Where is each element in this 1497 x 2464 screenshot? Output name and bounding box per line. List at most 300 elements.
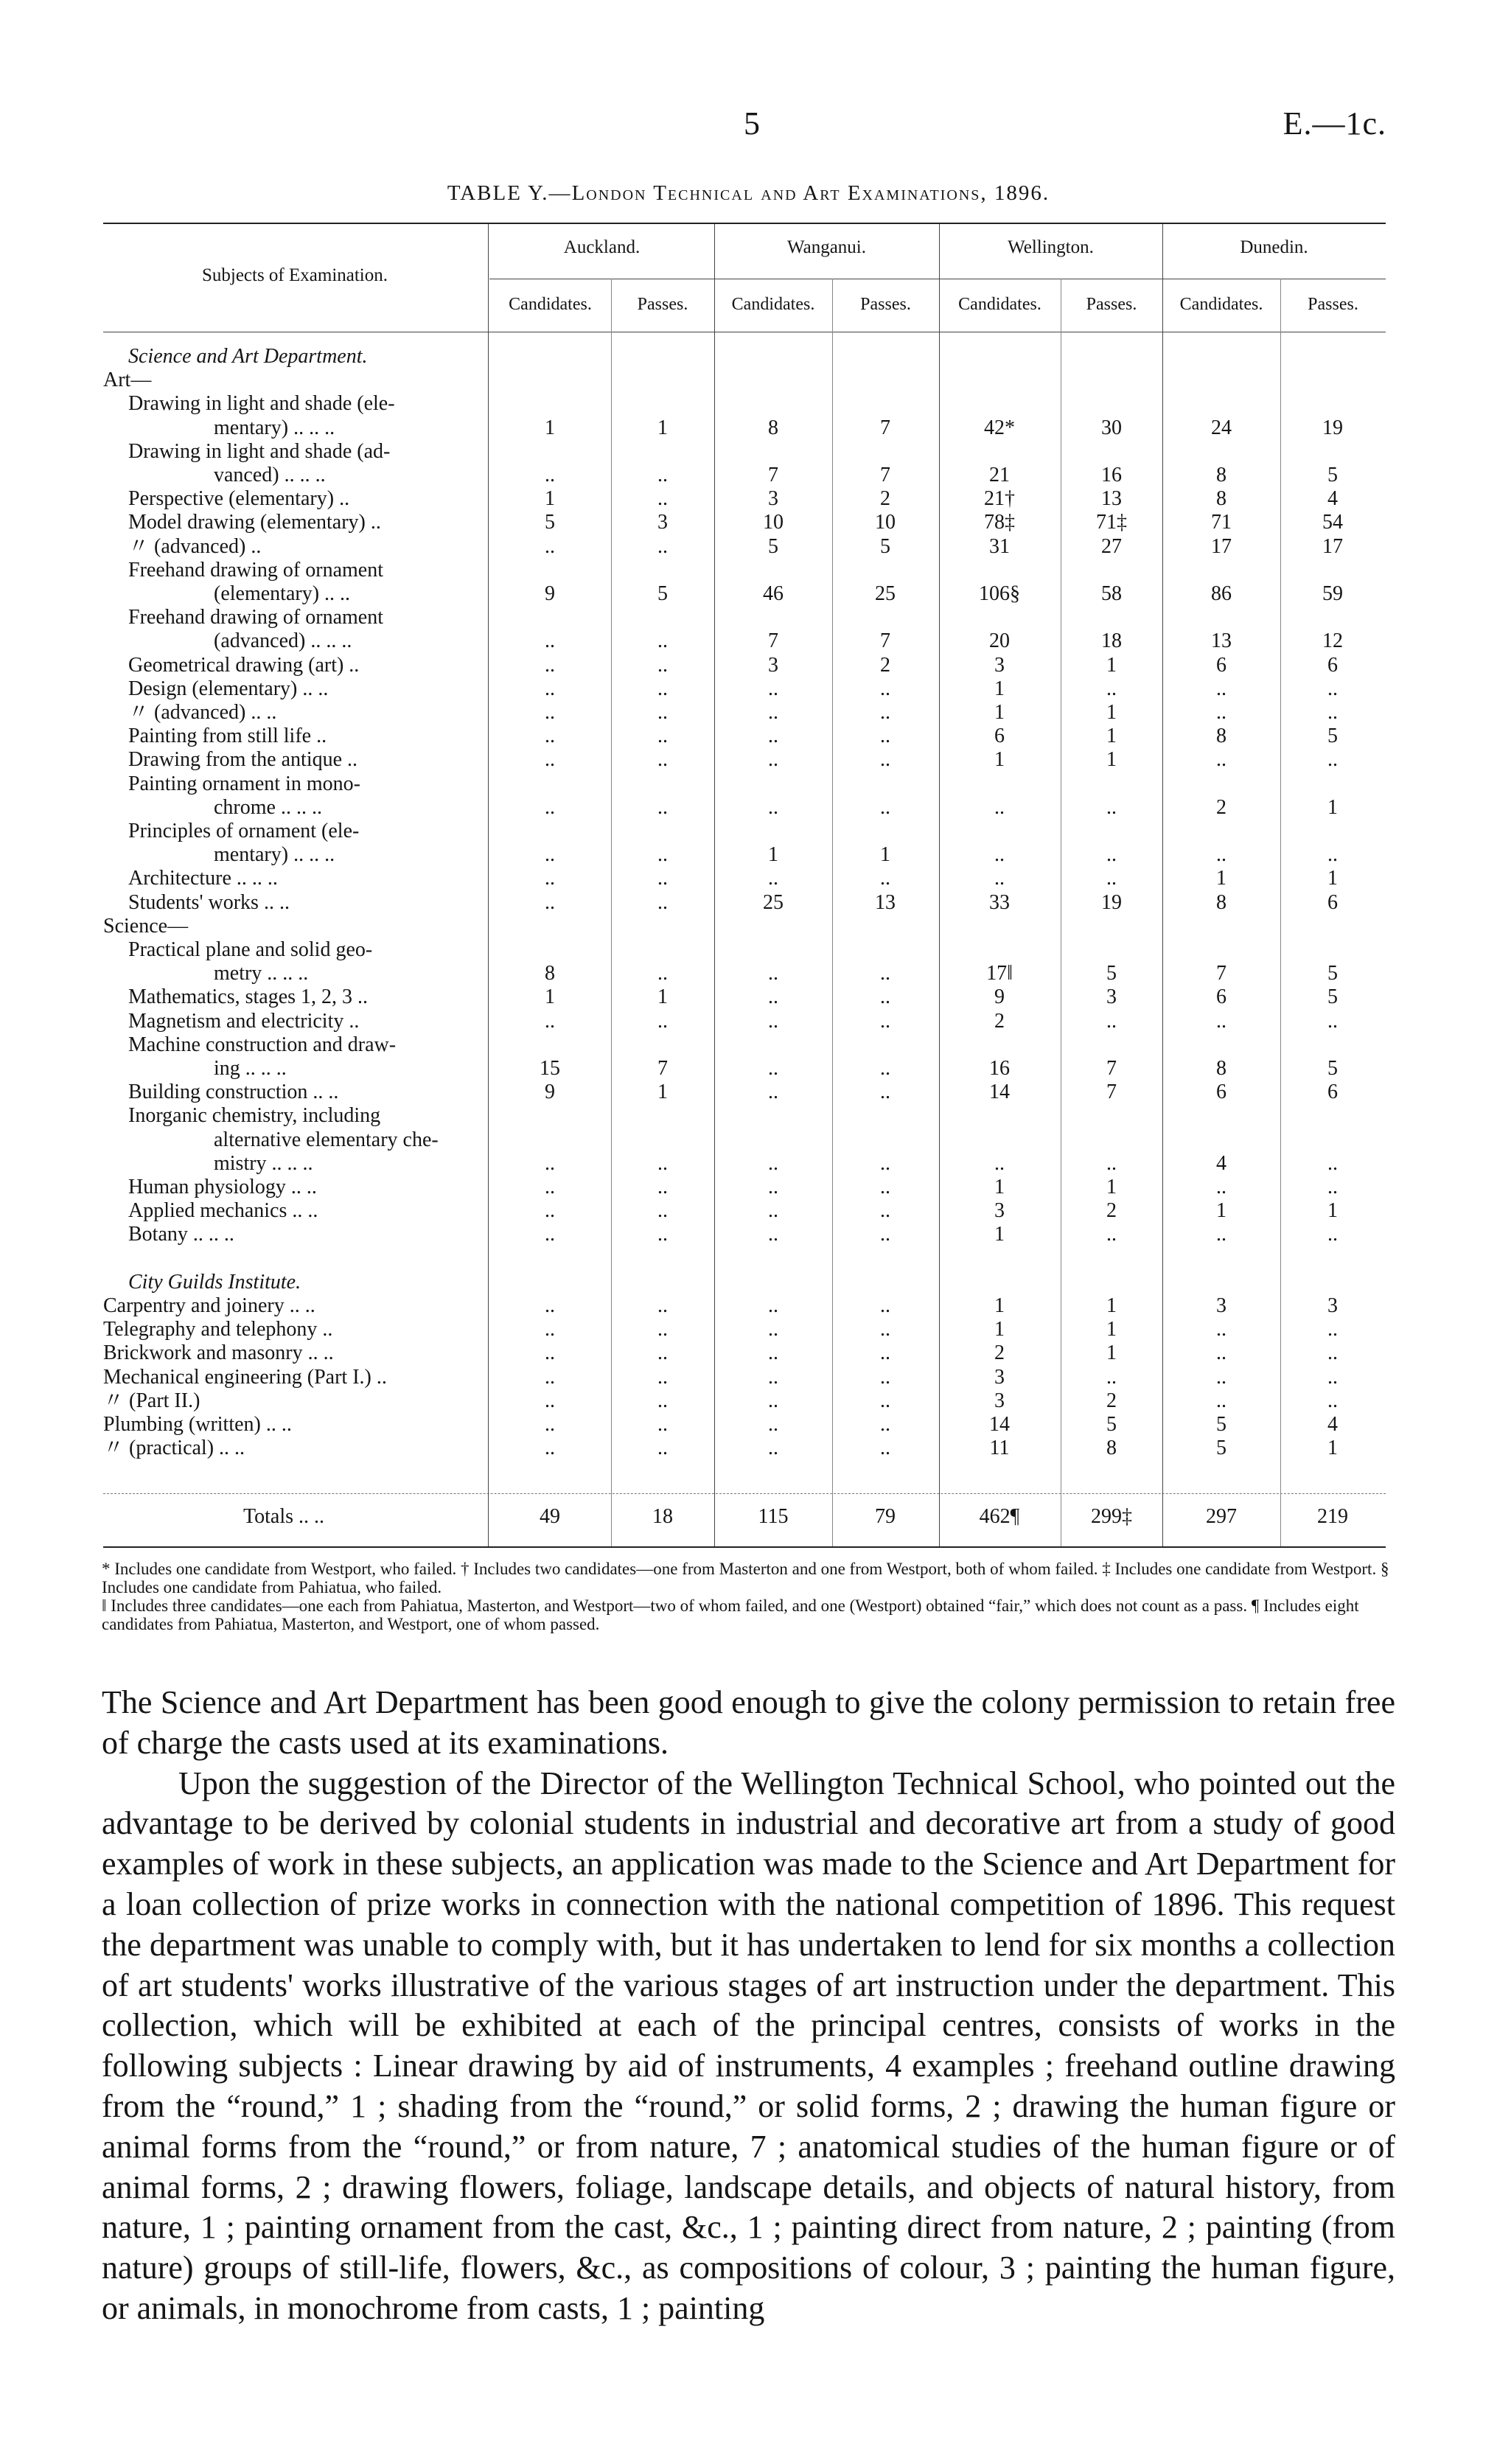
subject-label: Art— — [103, 369, 152, 392]
candidates-cell: .. — [545, 1009, 555, 1033]
candidates-cell: 9 — [545, 582, 555, 605]
passes-cell: 5 — [880, 534, 890, 558]
passes-cell: .. — [1327, 1009, 1338, 1033]
candidates-cell: .. — [545, 748, 555, 772]
candidates-cell: .. — [994, 843, 1005, 867]
candidates-cell: 11 — [989, 1437, 1010, 1460]
candidates-cell: 7 — [768, 629, 778, 653]
table-row — [103, 1010, 1386, 1033]
candidates-cell: .. — [768, 1081, 778, 1104]
passes-cell: 1 — [1327, 1437, 1338, 1460]
passes-cell: 2 — [1106, 1199, 1117, 1223]
passes-cell: .. — [880, 795, 890, 819]
subject-label: Inorganic chemistry, including — [128, 1104, 381, 1128]
subject-label: Building construction .. .. — [128, 1081, 339, 1104]
passes-cell: .. — [1106, 1365, 1117, 1389]
candidates-cell: 14 — [989, 1081, 1010, 1104]
candidates-cell: .. — [768, 748, 778, 772]
region-header-wellington: Wellington. — [1008, 237, 1094, 257]
passes-cell: .. — [1106, 867, 1117, 890]
candidates-cell: 3 — [768, 653, 778, 677]
candidates-cell: .. — [768, 867, 778, 890]
region-header-wanganui: Wanganui. — [787, 237, 866, 257]
passes-cell: .. — [1327, 1365, 1338, 1389]
passes-cell: .. — [1327, 1176, 1338, 1198]
footnote: * Includes one candidate from Westport, who failed. † Includes two candidates—one from Masterton and one from Westport, both of whom failed. ‡ Includes one candidate from Westport. § Includes one candidate from Pahiatua, who failed. — [102, 1560, 1389, 1596]
candidates-cell: .. — [545, 867, 555, 890]
table-row — [103, 1033, 1386, 1057]
candidates-cell: 3 — [994, 1199, 1005, 1223]
candidates-cell: 24 — [1211, 416, 1232, 439]
subject-label: Principles of ornament (ele- — [128, 820, 360, 842]
passes-cell: 5 — [1106, 962, 1117, 985]
passes-cell: 2 — [880, 487, 890, 511]
passes-cell: 79 — [875, 1505, 896, 1528]
passes-cell: .. — [657, 1341, 668, 1365]
table-row — [103, 1104, 1386, 1128]
passes-cell: 7 — [657, 1057, 668, 1080]
passes-cell: .. — [1106, 795, 1117, 819]
subject-label: Mathematics, stages 1, 2, 3 .. — [128, 985, 369, 1009]
candidates-cell: 1 — [545, 416, 555, 439]
passes-cell: 1 — [1106, 1318, 1117, 1341]
candidates-cell: 106§ — [979, 582, 1020, 605]
passes-cell: .. — [657, 1318, 668, 1341]
candidates-cell: .. — [768, 1151, 778, 1175]
passes-cell: 2 — [1106, 1389, 1117, 1412]
subject-label: 〃 (practical) .. .. — [103, 1437, 245, 1460]
passes-cell: 1 — [1106, 1341, 1117, 1365]
passes-cell: .. — [657, 1437, 668, 1460]
region-header-dunedin: Dunedin. — [1240, 237, 1308, 257]
candidates-cell: 78‡ — [984, 511, 1015, 534]
subject-label: ing .. .. .. — [214, 1057, 287, 1080]
passes-cell: 8 — [1106, 1437, 1117, 1460]
candidates-cell: 42* — [984, 416, 1015, 439]
subject-label: mentary) .. .. .. — [214, 416, 335, 439]
passes-cell: .. — [880, 1437, 890, 1460]
candidates-cell: .. — [768, 795, 778, 819]
passes-cell: 299‡ — [1091, 1505, 1132, 1528]
candidates-cell: .. — [768, 1223, 778, 1246]
candidates-cell: 8 — [1216, 464, 1226, 486]
table-row — [103, 1223, 1386, 1246]
candidates-cell: 14 — [989, 1413, 1010, 1436]
table-row — [103, 1294, 1386, 1318]
subject-label: 〃 (Part II.) — [103, 1389, 200, 1412]
candidates-cell: .. — [545, 1437, 555, 1460]
subject-label: Model drawing (elementary) .. — [128, 511, 381, 534]
passes-cell: 58 — [1101, 582, 1122, 605]
passes-cell: 1 — [1106, 1294, 1117, 1317]
passes-cell: .. — [657, 1199, 668, 1223]
candidates-cell: .. — [768, 701, 778, 724]
candidates-cell: .. — [545, 1318, 555, 1341]
table-row — [103, 796, 1386, 820]
passes-cell: 1 — [657, 1081, 668, 1104]
candidates-cell: .. — [1216, 748, 1226, 772]
passes-cell: .. — [880, 701, 890, 724]
passes-cell: .. — [1327, 677, 1338, 700]
table-row — [103, 1199, 1386, 1223]
candidates-cell: 6 — [1216, 1081, 1226, 1104]
subject-label: Mechanical engineering (Part I.) .. — [103, 1365, 387, 1389]
candidates-cell: 1 — [768, 843, 778, 867]
table-row — [103, 1247, 1386, 1271]
table-footnotes — [102, 1560, 1395, 1633]
passes-cell: 25 — [875, 582, 896, 605]
subheader-candidates: Candidates. — [1179, 295, 1263, 314]
subjects-header: Subjects of Examination. — [201, 265, 388, 285]
passes-cell: 1 — [1106, 653, 1117, 677]
subject-label: Carpentry and joinery .. .. — [103, 1294, 315, 1317]
candidates-cell: 3 — [994, 1389, 1005, 1412]
passes-cell: 6 — [1327, 1081, 1338, 1104]
passes-cell: .. — [1106, 1009, 1117, 1033]
candidates-cell: .. — [545, 1341, 555, 1365]
totals-rule — [103, 1493, 1386, 1494]
passes-cell: .. — [1327, 748, 1338, 772]
subheader-passes: Passes. — [860, 295, 911, 314]
candidates-cell: 2 — [1216, 795, 1226, 819]
candidates-cell: .. — [1216, 1176, 1226, 1198]
candidates-cell: 2 — [994, 1341, 1005, 1365]
passes-cell: 30 — [1101, 416, 1122, 439]
table-row — [103, 772, 1386, 796]
passes-cell: .. — [1327, 843, 1338, 867]
table-row — [103, 962, 1386, 985]
subject-label: Magnetism and electricity .. — [128, 1009, 360, 1033]
candidates-cell: .. — [545, 843, 555, 867]
candidates-cell: .. — [994, 867, 1005, 890]
table-row — [103, 487, 1386, 511]
candidates-cell: .. — [768, 1365, 778, 1389]
candidates-cell: .. — [768, 1057, 778, 1080]
candidates-cell: 3 — [1216, 1294, 1226, 1317]
subject-label: mistry .. .. .. — [214, 1151, 313, 1175]
passes-cell: 12 — [1322, 629, 1343, 653]
candidates-cell: .. — [545, 795, 555, 819]
passes-cell: .. — [657, 1009, 668, 1033]
table-row — [103, 677, 1386, 701]
passes-cell: 1 — [1106, 1176, 1117, 1198]
subject-label: Practical plane and solid geo- — [128, 938, 373, 961]
candidates-cell: .. — [1216, 1318, 1226, 1341]
table-row — [103, 606, 1386, 629]
subject-label: alternative elementary che- — [214, 1128, 439, 1151]
candidates-cell: .. — [545, 1294, 555, 1317]
candidates-cell: 115 — [758, 1505, 789, 1528]
candidates-cell: .. — [545, 653, 555, 677]
subject-label: 〃 (advanced) .. .. — [128, 701, 277, 724]
subheader-passes: Passes. — [1086, 295, 1137, 314]
candidates-cell: 3 — [994, 1365, 1005, 1389]
table-row — [103, 464, 1386, 487]
candidates-cell: 49 — [540, 1505, 560, 1528]
passes-cell: 219 — [1317, 1505, 1348, 1528]
passes-cell: .. — [880, 1009, 890, 1033]
passes-cell: 1 — [1106, 725, 1117, 748]
subheader-candidates: Candidates. — [958, 295, 1041, 314]
passes-cell: 7 — [1106, 1057, 1117, 1080]
passes-cell: .. — [657, 534, 668, 558]
table-row — [103, 1176, 1386, 1199]
table-row — [103, 535, 1386, 559]
subject-label: Plumbing (written) .. .. — [103, 1413, 292, 1436]
subject-label: 〃 (advanced) .. — [128, 534, 262, 558]
candidates-cell: 71 — [1211, 511, 1232, 534]
candidates-cell: .. — [545, 1176, 555, 1198]
passes-cell: .. — [657, 487, 668, 511]
subject-label: Botany .. .. .. — [128, 1223, 234, 1246]
subject-label: chrome .. .. .. — [214, 795, 322, 819]
passes-cell: 5 — [1327, 1057, 1338, 1080]
candidates-cell: 5 — [545, 511, 555, 534]
candidates-cell: 86 — [1211, 582, 1232, 605]
candidates-cell: 8 — [1216, 725, 1226, 748]
candidates-cell: .. — [545, 1413, 555, 1436]
candidates-cell: 3 — [994, 653, 1005, 677]
passes-cell: 1 — [1106, 701, 1117, 724]
candidates-cell: 46 — [763, 582, 784, 605]
candidates-cell: 9 — [994, 985, 1005, 1009]
candidates-cell: 9 — [545, 1081, 555, 1104]
passes-cell: .. — [1327, 1389, 1338, 1412]
passes-cell: .. — [657, 890, 668, 914]
candidates-cell: .. — [545, 534, 555, 558]
subheader-passes: Passes. — [1308, 295, 1358, 314]
candidates-cell: .. — [768, 1341, 778, 1365]
passes-cell: .. — [657, 701, 668, 724]
passes-cell: .. — [880, 1151, 890, 1175]
passes-cell: 13 — [1101, 487, 1122, 511]
subject-label: Applied mechanics .. .. — [128, 1199, 318, 1223]
passes-cell: 71‡ — [1096, 511, 1127, 534]
table-row — [103, 559, 1386, 582]
passes-cell: .. — [880, 1341, 890, 1365]
passes-cell: 5 — [1327, 464, 1338, 486]
passes-cell: 3 — [1106, 985, 1117, 1009]
table-row — [103, 843, 1386, 867]
table-row — [103, 582, 1386, 606]
table-row — [103, 1389, 1386, 1413]
table-row — [103, 511, 1386, 534]
passes-cell: 4 — [1327, 1413, 1338, 1436]
passes-cell: .. — [657, 962, 668, 985]
passes-cell: 3 — [1327, 1294, 1338, 1317]
candidates-cell: 5 — [768, 534, 778, 558]
candidates-cell: 3 — [768, 487, 778, 511]
passes-cell: 5 — [657, 582, 668, 605]
passes-cell: 7 — [880, 464, 890, 486]
subject-label: Painting from still life .. — [128, 725, 327, 748]
footnote: ‖ Includes three candidates—one each from Pahiatua, Masterton, and Westport—two of whom failed, and one (Westport) obtained “fair,” which does not count as a pass. ¶ Includes eight candidates from Pahiatua, Masterton, and Westport, one of whom passed. — [102, 1596, 1359, 1633]
table-row — [103, 1460, 1386, 1484]
subject-label: Drawing in light and shade (ele- — [128, 392, 395, 416]
passes-cell: 19 — [1322, 416, 1343, 439]
passes-cell: .. — [880, 748, 890, 772]
passes-cell: .. — [657, 1223, 668, 1246]
candidates-cell: 1 — [545, 487, 555, 511]
candidates-cell: 16 — [989, 1057, 1010, 1080]
passes-cell: .. — [657, 677, 668, 700]
table-row — [103, 1341, 1386, 1365]
candidates-cell: 8 — [1216, 890, 1226, 914]
passes-cell: .. — [1106, 1223, 1117, 1246]
page-number: 5 — [744, 105, 760, 142]
candidates-cell: .. — [768, 1318, 778, 1341]
subject-label: Machine construction and draw- — [128, 1033, 397, 1056]
passes-cell: 18 — [1101, 629, 1122, 653]
passes-cell: .. — [880, 1365, 890, 1389]
candidates-cell: .. — [768, 1176, 778, 1198]
passes-cell: .. — [1106, 843, 1117, 867]
table-row — [103, 1152, 1386, 1176]
candidates-cell: 17‖ — [986, 962, 1013, 985]
passes-cell: .. — [880, 725, 890, 748]
candidates-cell: 1 — [994, 748, 1005, 772]
passes-cell: 13 — [875, 890, 896, 914]
passes-cell: 5 — [1327, 985, 1338, 1009]
subject-label: City Guilds Institute. — [128, 1270, 301, 1294]
candidates-cell: .. — [1216, 1009, 1226, 1033]
passes-cell: 10 — [875, 511, 896, 534]
candidates-cell: 17 — [1211, 534, 1232, 558]
subject-label: Freehand drawing of ornament — [128, 606, 383, 629]
table-title-prefix: TABLE Y.— — [447, 181, 572, 205]
examinations-table — [103, 223, 1386, 1548]
passes-cell: 7 — [880, 629, 890, 653]
passes-cell: .. — [880, 1199, 890, 1223]
table-row — [103, 1081, 1386, 1104]
candidates-cell: 20 — [989, 629, 1010, 653]
candidates-cell: 15 — [540, 1057, 560, 1080]
candidates-cell: 462¶ — [979, 1505, 1020, 1528]
subject-label: Science and Art Department. — [128, 345, 368, 368]
candidates-cell: .. — [994, 795, 1005, 819]
candidates-cell: .. — [545, 1223, 555, 1246]
candidates-cell: 13 — [1211, 629, 1232, 653]
passes-cell: .. — [880, 1413, 890, 1436]
candidates-cell: .. — [768, 677, 778, 700]
passes-cell: .. — [1327, 1151, 1338, 1175]
candidates-cell: 21† — [984, 487, 1015, 511]
passes-cell: .. — [657, 653, 668, 677]
candidates-cell: 1 — [994, 1294, 1005, 1317]
candidates-cell: .. — [768, 1389, 778, 1412]
candidates-cell: 1 — [1216, 1199, 1226, 1223]
table-row — [103, 1128, 1386, 1152]
candidates-cell: 33 — [989, 890, 1010, 914]
passes-cell: .. — [657, 795, 668, 819]
table-row — [103, 440, 1386, 464]
candidates-cell: 6 — [1216, 653, 1226, 677]
passes-cell: 1 — [657, 985, 668, 1009]
passes-cell: .. — [880, 867, 890, 890]
subject-label — [103, 1460, 486, 1484]
candidates-cell: 6 — [1216, 985, 1226, 1009]
subject-label: Geometrical drawing (art) .. — [128, 653, 360, 677]
table-row — [103, 416, 1386, 440]
candidates-cell: .. — [768, 725, 778, 748]
candidates-cell: .. — [768, 1294, 778, 1317]
candidates-cell: 7 — [768, 464, 778, 486]
passes-cell: .. — [657, 843, 668, 867]
candidates-cell: 5 — [1216, 1437, 1226, 1460]
passes-cell: .. — [880, 1223, 890, 1246]
candidates-cell: .. — [545, 1389, 555, 1412]
candidates-cell: 8 — [1216, 487, 1226, 511]
passes-cell: .. — [880, 1294, 890, 1317]
table-row — [103, 392, 1386, 416]
subject-label — [103, 1247, 486, 1271]
table-row — [103, 629, 1386, 653]
passes-cell: .. — [880, 962, 890, 985]
passes-cell: 7 — [1106, 1081, 1117, 1104]
passes-cell: 27 — [1101, 534, 1122, 558]
passes-cell: .. — [880, 985, 890, 1009]
document-reference: E.—1c. — [1283, 105, 1386, 142]
passes-cell: 5 — [1106, 1413, 1117, 1436]
candidates-cell: 4 — [1216, 1151, 1226, 1175]
table-row — [103, 369, 1386, 392]
subject-label: Design (elementary) .. .. — [128, 677, 329, 700]
subject-label: Brickwork and masonry .. .. — [103, 1341, 334, 1365]
candidates-cell: .. — [545, 677, 555, 700]
candidates-cell: .. — [545, 725, 555, 748]
passes-cell: 3 — [657, 511, 668, 534]
candidates-cell: .. — [1216, 701, 1226, 724]
passes-cell: .. — [1327, 701, 1338, 724]
passes-cell: .. — [880, 1081, 890, 1104]
passes-cell: 7 — [880, 416, 890, 439]
candidates-cell: .. — [545, 1199, 555, 1223]
passes-cell: .. — [657, 1176, 668, 1198]
passes-cell: .. — [880, 677, 890, 700]
table-row — [103, 725, 1386, 748]
passes-cell: .. — [657, 1389, 668, 1412]
candidates-cell: 7 — [1216, 962, 1226, 985]
passes-cell: 19 — [1101, 890, 1122, 914]
candidates-cell: 6 — [994, 725, 1005, 748]
table-title — [0, 181, 1497, 206]
candidates-cell: .. — [545, 890, 555, 914]
candidates-cell: .. — [545, 629, 555, 653]
passes-cell: 1 — [1327, 867, 1338, 890]
subject-label: Students' works .. .. — [128, 890, 290, 914]
candidates-cell: .. — [1216, 843, 1226, 867]
subject-label: Drawing in light and shade (ad- — [128, 439, 391, 463]
passes-cell: 2 — [880, 653, 890, 677]
candidates-cell: 297 — [1206, 1505, 1237, 1528]
passes-cell: 1 — [1106, 748, 1117, 772]
passes-cell: 5 — [1327, 962, 1338, 985]
table-row — [103, 1318, 1386, 1341]
subject-label: vanced) .. .. .. — [214, 464, 326, 486]
subject-label: (elementary) .. .. — [214, 582, 351, 605]
candidates-cell: 1 — [994, 1223, 1005, 1246]
passes-cell: .. — [657, 867, 668, 890]
passes-cell: .. — [657, 464, 668, 486]
passes-cell: 16 — [1101, 464, 1122, 486]
body-text — [102, 1683, 1395, 2329]
table-row — [103, 867, 1386, 890]
passes-cell: 6 — [1327, 890, 1338, 914]
table-row — [103, 915, 1386, 938]
table-row — [103, 820, 1386, 843]
candidates-cell: .. — [768, 1413, 778, 1436]
passes-cell: 54 — [1322, 511, 1343, 534]
